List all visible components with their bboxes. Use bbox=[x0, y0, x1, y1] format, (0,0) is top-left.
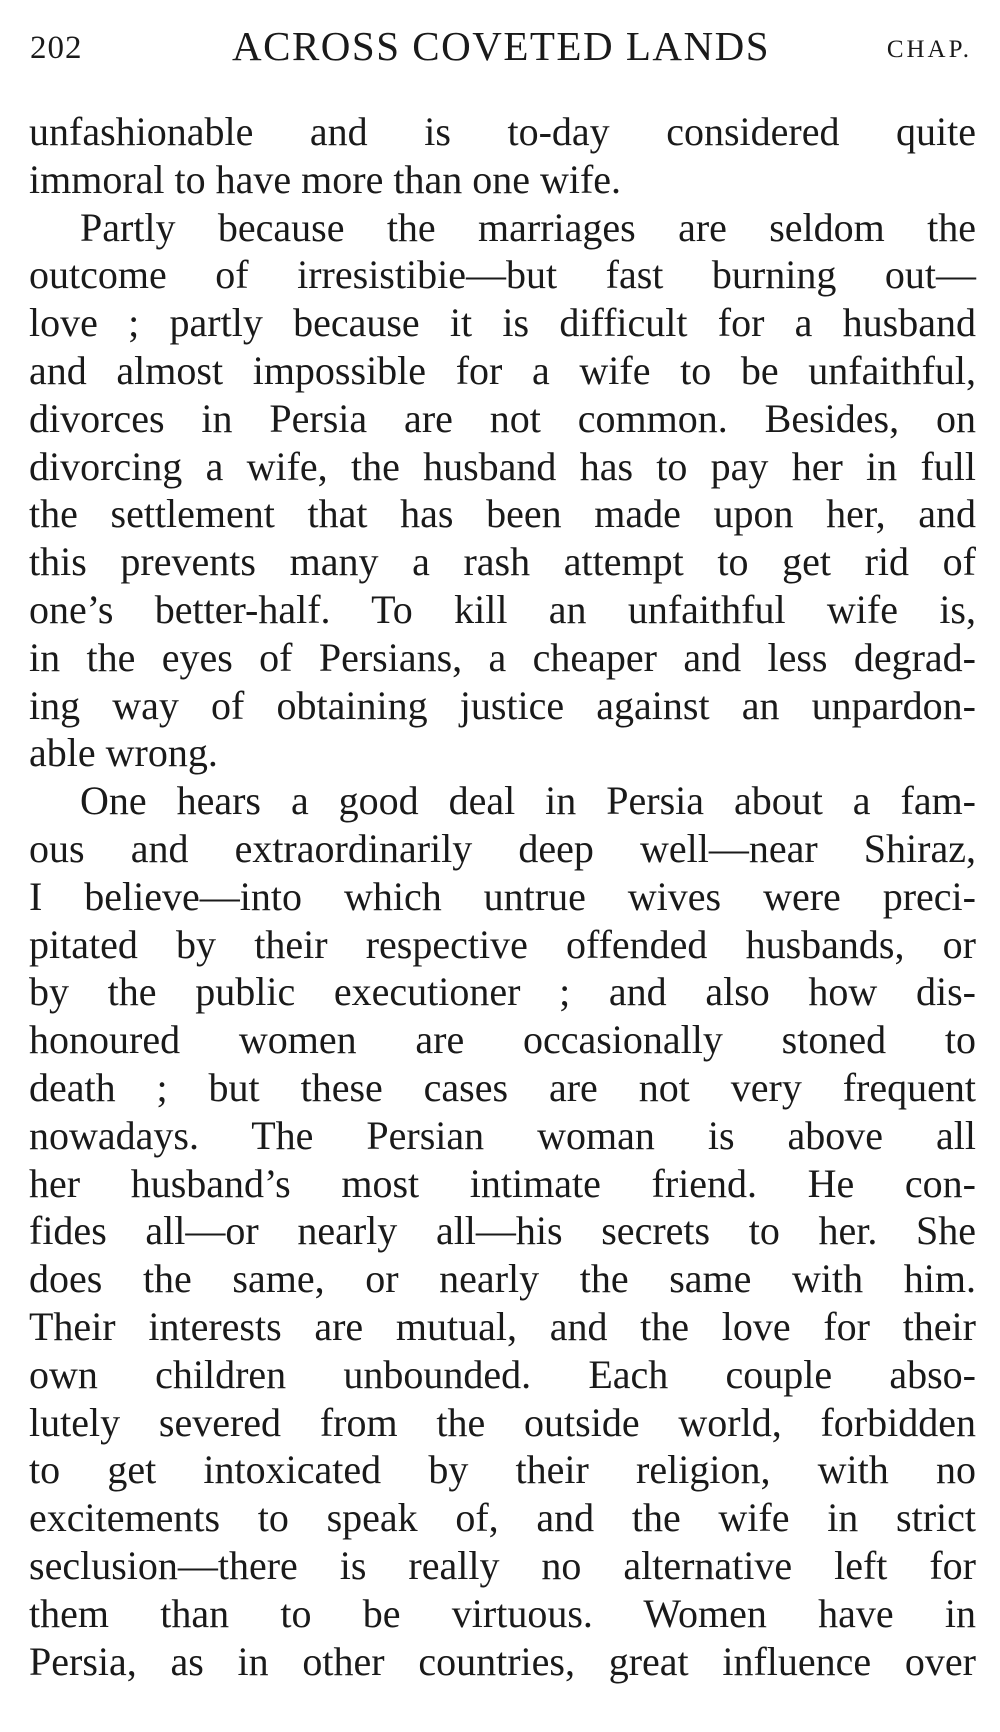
text-line: them than to be virtuous. Women have in bbox=[29, 1590, 976, 1636]
text-line: immoral to have more than one wife. bbox=[29, 156, 622, 202]
text-line: this prevents many a rash attempt to get rid of bbox=[29, 539, 976, 585]
text-line: Persia, as in other countries, great influence over bbox=[29, 1638, 976, 1684]
text-line: I believe—into which untrue wives were preci- bbox=[29, 873, 976, 919]
text-line: pitated by their respective offended husbands, or bbox=[29, 921, 976, 967]
text-line: lutely severed from the outside world, forbidden bbox=[29, 1399, 976, 1445]
text-line: able wrong. bbox=[29, 730, 218, 776]
text-line: love ; partly because it is difficult for a husband bbox=[29, 300, 976, 346]
text-line: ing way of obtaining justice against an unpardon- bbox=[29, 682, 976, 728]
running-title: ACROSS COVETED LANDS bbox=[232, 23, 770, 69]
text-line: Their interests are mutual, and the love for their bbox=[29, 1303, 976, 1349]
text-line: in the eyes of Persians, a cheaper and less degrad- bbox=[29, 634, 976, 680]
paragraph bbox=[29, 108, 976, 204]
text-line: outcome of irresistibie—but fast burning out— bbox=[29, 252, 976, 298]
text-line: does the same, or nearly the same with him. bbox=[29, 1256, 976, 1302]
text-line: fides all—or nearly all—his secrets to her. She bbox=[29, 1208, 976, 1254]
text-line: and almost impossible for a wife to be unfaithful, bbox=[29, 347, 976, 393]
text-line: her husband’s most intimate friend. He con- bbox=[29, 1160, 976, 1206]
body-text bbox=[29, 108, 976, 1685]
text-line: Partly because the marriages are seldom the bbox=[80, 204, 976, 250]
text-line: excitements to speak of, and the wife in strict bbox=[29, 1495, 976, 1541]
text-line: seclusion—there is really no alternative left for bbox=[29, 1542, 976, 1588]
text-line: to get intoxicated by their religion, with no bbox=[29, 1447, 976, 1493]
text-line: unfashionable and is to-day considered quite bbox=[29, 109, 976, 154]
text-line: honoured women are occasionally stoned to bbox=[29, 1017, 976, 1063]
paragraph bbox=[29, 777, 976, 1685]
running-head bbox=[30, 22, 972, 82]
text-line: divorces in Persia are not common. Besides, on bbox=[29, 395, 976, 441]
text-line: own children unbounded. Each couple abso- bbox=[29, 1351, 976, 1397]
text-line: the settlement that has been made upon her, and bbox=[29, 491, 976, 537]
paragraph bbox=[29, 204, 976, 778]
text-line: one’s better-half. To kill an unfaithful wife is, bbox=[29, 586, 976, 632]
text-line: ous and extraordinarily deep well—near Shiraz, bbox=[29, 825, 976, 871]
text-line: death ; but these cases are not very frequent bbox=[29, 1064, 976, 1110]
text-line: nowadays. The Persian woman is above all bbox=[29, 1112, 976, 1158]
text-line: by the public executioner ; and also how dis- bbox=[29, 969, 976, 1015]
chapter-mark: CHAP. bbox=[886, 36, 972, 63]
text-line: One hears a good deal in Persia about a fam- bbox=[80, 778, 976, 824]
page-number: 202 bbox=[30, 30, 83, 66]
text-line: divorcing a wife, the husband has to pay her in full bbox=[29, 443, 976, 489]
